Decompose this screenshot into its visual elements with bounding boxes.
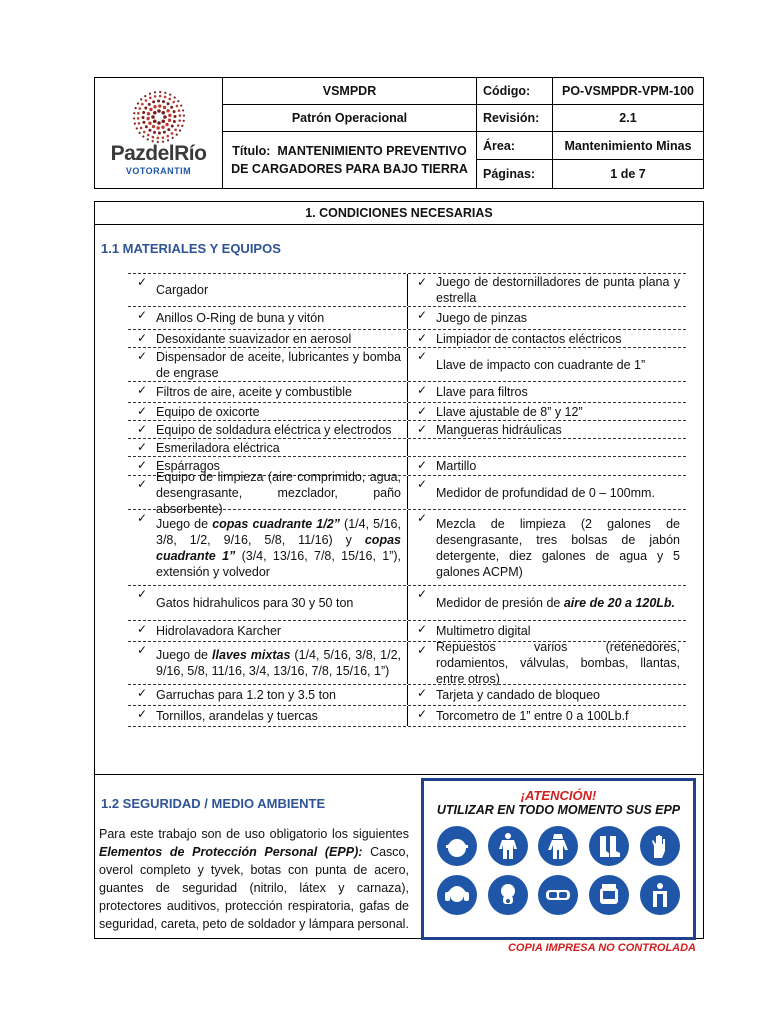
check-icon: ✓ [136, 477, 148, 491]
material-item-left [128, 510, 407, 585]
logo-sub: VOTORANTIM [125, 166, 192, 176]
tyvek-suit-icon [538, 826, 578, 866]
epp-attention: ¡ATENCIÓN! [520, 788, 597, 803]
check-icon: ✓ [416, 511, 428, 525]
material-text: Medidor de profundidad de 0 – 100mm. [436, 485, 655, 500]
check-icon: ✓ [136, 643, 148, 657]
materials-row [128, 642, 686, 685]
materials-row [128, 510, 686, 586]
check-icon: ✓ [416, 643, 428, 657]
check-icon: ✓ [136, 422, 148, 436]
material-text: Equipo de soldadura eléctrica y electrodos [156, 422, 392, 437]
material-text: Equipo de oxicorte [156, 404, 260, 419]
check-icon: ✓ [416, 422, 428, 436]
check-icon: ✓ [136, 308, 148, 322]
material-item-left [128, 403, 407, 420]
pattern-label: Patrón Operacional [223, 105, 477, 132]
overall-icon [488, 826, 528, 866]
material-item-right [407, 685, 686, 705]
material-text: Medidor de presión de aire de 20 a 120Lb. [436, 596, 676, 610]
check-icon: ✓ [416, 275, 428, 289]
safety-paragraph: Para este trabajo son de uso obligatorio los siguientes Elementos de Protección Personal (EPP): Casco, overol completo y tyvek, botas con punta de acero, guantes de seguridad (nitrilo, látex y carnaza), protectores auditivos, protección respiratoria, gafas de seguridad, careta, peto de soldador y lámpara personal. [99, 827, 409, 931]
check-icon: ✓ [136, 275, 148, 289]
material-item-left [128, 382, 407, 402]
material-item-right [407, 439, 686, 456]
welder-apron-icon [640, 875, 680, 915]
material-item-left [128, 469, 407, 516]
check-icon: ✓ [416, 707, 428, 721]
revision-label: Revisión: [477, 105, 553, 132]
material-text: Dispensador de aceite, lubricantes y bomba de engrase [156, 349, 401, 380]
code-value: PO-VSMPDR-VPM-100 [553, 78, 703, 105]
respirator-icon [488, 875, 528, 915]
check-icon: ✓ [136, 349, 148, 363]
materials-row [128, 382, 686, 403]
material-text: Mezcla de limpieza (2 galones de desengrasante, tres bolsas de jabón detergente, diez galones de agua y 5 galones ACPM) [436, 516, 680, 579]
material-text: Multimetro digital [436, 624, 531, 638]
material-text: Martillo [436, 459, 477, 473]
materials-row [128, 403, 686, 421]
material-text: Juego de llaves mixtas (1/4, 5/16, 3/8, 1/2, 9/16, 5/8, 11/16, 3/4, 13/16, 7/8, 15/16, 1”) [156, 648, 401, 678]
check-icon: ✓ [416, 686, 428, 700]
materials-row [128, 469, 686, 516]
material-text: Cargador [156, 283, 209, 297]
material-text: Tarjeta y candado de bloqueo [436, 688, 601, 702]
document-header [94, 77, 704, 189]
material-text: Limpiador de contactos eléctricos [436, 331, 622, 346]
epp-sign [421, 778, 696, 940]
material-item-right [407, 330, 686, 347]
material-text: Llave de impacto con cuadrante de 1” [436, 357, 646, 372]
check-icon: ✓ [416, 477, 428, 491]
material-text: Equipo de limpieza (aire comprimido, agua, desengrasante, mezclador, paño absorbente) [156, 469, 401, 516]
material-item-left [128, 274, 407, 306]
material-text: Mangueras hidráulicas [436, 422, 562, 437]
check-icon: ✓ [136, 440, 148, 454]
check-icon: ✓ [416, 587, 428, 601]
material-item-left [128, 307, 407, 329]
materials-row [128, 330, 686, 348]
material-text: Juego de copas cuadrante 1/2” (1/4, 5/16, 3/8, 1/2, 9/16, 5/8, 11/16) y copas cuadrante 1” (3/4, 13/16, 7/8, 15/16, 1”), extensión y volvedor [156, 516, 401, 579]
gloves-icon [640, 826, 680, 866]
material-text: Torcometro de 1” entre 0 a 100Lb.f [436, 709, 629, 723]
face-shield-icon [589, 875, 629, 915]
material-item-left [128, 706, 407, 726]
check-icon: ✓ [416, 331, 428, 345]
check-icon: ✓ [416, 383, 428, 397]
material-item-right [407, 421, 686, 438]
check-icon: ✓ [416, 458, 428, 472]
area-label: Área: [477, 132, 553, 160]
ear-protection-icon [437, 875, 477, 915]
pages-value: 1 de 7 [610, 167, 646, 181]
material-text: Tornillos, arandelas y tuercas [156, 709, 318, 723]
uncontrolled-copy-note: COPIA IMPRESA NO CONTROLADA [507, 942, 696, 954]
materials-table [128, 273, 686, 727]
material-item-right [407, 510, 686, 585]
material-text: Espárragos [156, 459, 220, 473]
logo-brand: PazdelRío [110, 142, 207, 165]
material-item-right [407, 586, 686, 620]
materials-row [128, 274, 686, 307]
material-text: Gatos hidrahulicos para 30 y 50 ton [156, 596, 354, 610]
check-icon: ✓ [416, 622, 428, 636]
material-item-right [407, 307, 686, 329]
check-icon: ✓ [136, 707, 148, 721]
materials-row [128, 421, 686, 439]
material-item-right [407, 403, 686, 420]
material-text: Hidrolavadora Karcher [156, 624, 282, 638]
check-icon: ✓ [136, 331, 148, 345]
epp-instruction: UTILIZAR EN TODO MOMENTO SUS EPP [436, 803, 681, 817]
check-icon: ✓ [136, 587, 148, 601]
check-icon: ✓ [136, 404, 148, 418]
material-item-right [407, 348, 686, 381]
material-item-left [128, 642, 407, 684]
material-item-left [128, 621, 407, 641]
materials-row [128, 439, 686, 457]
company-logo [95, 78, 223, 188]
check-icon: ✓ [416, 404, 428, 418]
check-icon: ✓ [136, 511, 148, 525]
doc-code-short: VSMPDR [223, 78, 477, 105]
check-icon: ✓ [136, 686, 148, 700]
material-text: Esmeriladora eléctrica [156, 440, 280, 455]
area-value: Mantenimiento Minas [553, 132, 703, 160]
check-icon: ✓ [416, 308, 428, 322]
material-text: Repuestos varios (retenedores, rodamientos, válvulas, bombas, llantas, entre otros) [436, 640, 680, 686]
boots-icon [589, 826, 629, 866]
code-label: Código: [477, 78, 553, 105]
doc-title: Título: MANTENIMIENTO PREVENTIVO DE CARGADORES PARA BAJO TIERRA [223, 132, 477, 188]
materials-row [128, 685, 686, 706]
check-icon [408, 439, 436, 440]
materials-row [128, 586, 686, 621]
material-item-right [407, 642, 686, 684]
material-item-right [407, 706, 686, 726]
check-icon: ✓ [416, 349, 428, 363]
material-text: Juego de pinzas [436, 311, 528, 325]
material-item-left [128, 421, 407, 438]
helmet-icon [437, 826, 477, 866]
material-text: Desoxidante suavizador en aerosol [156, 331, 352, 346]
safety-goggles-icon [538, 875, 578, 915]
material-text: Juego de destornilladores de punta plana y estrella [436, 275, 680, 305]
sun-dots-logo-icon [127, 90, 191, 144]
revision-value: 2.1 [553, 105, 703, 132]
check-icon: ✓ [136, 383, 148, 397]
material-text: Garruchas para 1.2 ton y 3.5 ton [156, 688, 336, 702]
material-item-left [128, 348, 407, 381]
materials-title: 1.1 MATERIALES Y EQUIPOS [101, 241, 281, 256]
material-text: Llave para filtros [436, 385, 528, 399]
material-text: Anillos O-Ring de buna y vitón [156, 311, 325, 325]
material-item-left [128, 685, 407, 705]
pages-label: Páginas: [477, 160, 553, 188]
safety-title: 1.2 SEGURIDAD / MEDIO AMBIENTE [101, 796, 326, 811]
material-item-right [407, 382, 686, 402]
materials-row [128, 348, 686, 382]
check-icon: ✓ [136, 622, 148, 636]
materials-row [128, 307, 686, 330]
material-item-right [407, 457, 686, 475]
material-text: Llave ajustable de 8” y 12” [436, 404, 583, 419]
material-item-right [407, 274, 686, 306]
material-text: Filtros de aire, aceite y combustible [156, 385, 352, 399]
material-item-left [128, 586, 407, 620]
materials-row [128, 706, 686, 727]
check-icon: ✓ [136, 458, 148, 472]
section-title: 1. CONDICIONES NECESARIAS [94, 201, 704, 225]
material-item-left [128, 439, 407, 456]
material-item-right [407, 621, 686, 641]
material-item-right [407, 476, 686, 509]
material-item-left [128, 330, 407, 347]
